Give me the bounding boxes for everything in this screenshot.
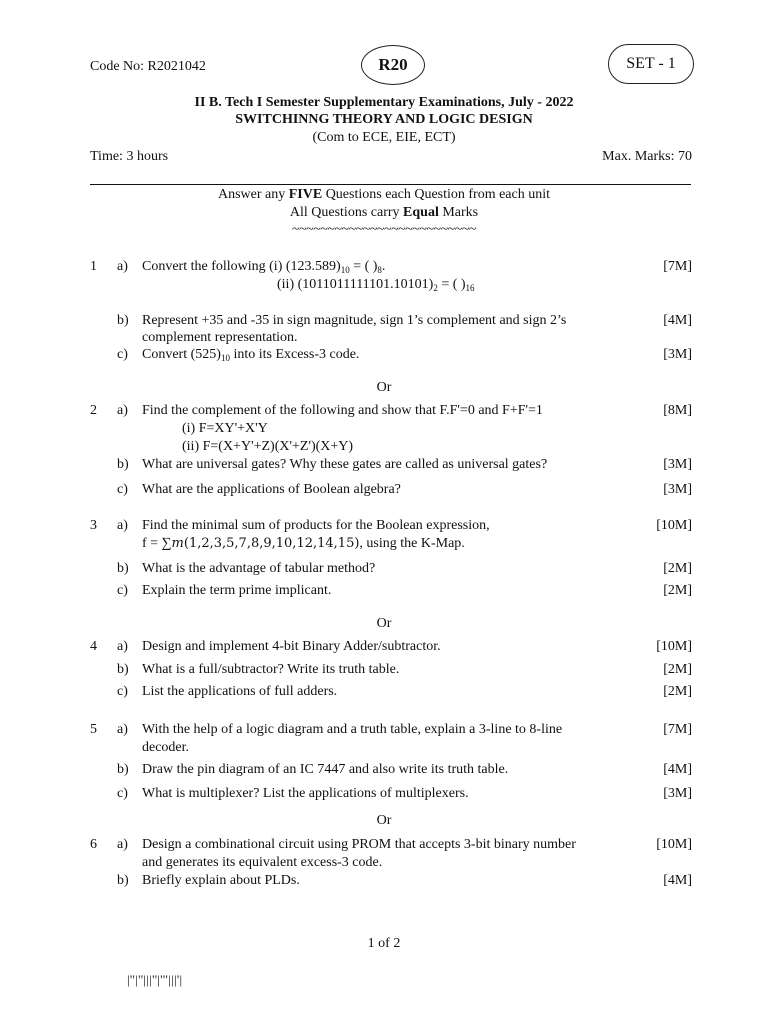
time-allowed: Time: 3 hours xyxy=(90,149,169,164)
marks: [3M] xyxy=(663,347,692,362)
or-separator: Or xyxy=(376,813,392,828)
subject-title: SWITCHINNG THEORY AND LOGIC DESIGN xyxy=(235,112,533,127)
question-text: What is the advantage of tabular method? xyxy=(142,561,376,576)
instruction-line-2: All Questions carry Equal Marks xyxy=(289,205,479,220)
subquestion-label: c) xyxy=(117,347,128,362)
subquestion-label: a) xyxy=(117,518,128,533)
marks: [7M] xyxy=(663,259,692,274)
subquestion-label: b) xyxy=(117,873,129,888)
marks: [7M] xyxy=(663,722,692,737)
question-text: List the applications of full adders. xyxy=(142,684,338,699)
marks: [3M] xyxy=(663,786,692,801)
subquestion-label: c) xyxy=(117,684,128,699)
marks: [2M] xyxy=(663,583,692,598)
marks: [8M] xyxy=(663,403,692,418)
question-text: Design a combinational circuit using PROM that accepts 3-bit binary number xyxy=(142,837,576,852)
question-text-line-2: (i) F=XY'+X'Y xyxy=(182,421,268,436)
subquestion-label: a) xyxy=(117,639,128,654)
marks: [3M] xyxy=(663,457,692,472)
question-text: Draw the pin diagram of an IC 7447 and also write its truth table. xyxy=(142,762,509,777)
marks: [10M] xyxy=(656,639,692,654)
marks: [4M] xyxy=(663,313,692,328)
marks: [3M] xyxy=(663,482,692,497)
marks: [4M] xyxy=(663,873,692,888)
set-badge xyxy=(608,44,694,84)
marks: [2M] xyxy=(663,662,692,677)
page-number: 1 of 2 xyxy=(367,936,401,951)
question-text: What are the applications of Boolean algebra? xyxy=(142,482,401,497)
marks: [2M] xyxy=(663,684,692,699)
question-text-line-2: complement representation. xyxy=(142,330,298,345)
question-number: 2 xyxy=(90,403,97,418)
question-number: 6 xyxy=(90,837,97,852)
instruction-line-1: Answer any FIVE Questions each Question from each unit xyxy=(217,187,551,202)
tilde-divider: ~~~~~~~~~~~~~~~~~~~~~~~~~~ xyxy=(292,222,476,237)
subquestion-label: b) xyxy=(117,662,129,677)
max-marks: Max. Marks: 70 xyxy=(602,149,692,164)
subquestion-label: b) xyxy=(117,762,129,777)
question-text: Briefly explain about PLDs. xyxy=(142,873,300,888)
subquestion-label: b) xyxy=(117,561,129,576)
question-text: What are universal gates? Why these gates are called as universal gates? xyxy=(142,457,548,472)
subquestion-label: a) xyxy=(117,403,128,418)
regulation-badge xyxy=(361,45,425,85)
question-number: 1 xyxy=(90,259,97,274)
marks: [4M] xyxy=(663,762,692,777)
barcode: |''|''|||''|'''|||'| xyxy=(127,972,183,987)
marks: [10M] xyxy=(656,518,692,533)
question-number: 3 xyxy=(90,518,97,533)
branches: (Com to ECE, EIE, ECT) xyxy=(312,130,456,145)
subquestion-label: a) xyxy=(117,837,128,852)
subquestion-label: b) xyxy=(117,457,129,472)
question-number: 5 xyxy=(90,722,97,737)
question-text-line-2: (ii) $(1011011111101.10101)_2$ = ( )$_{16}$ xyxy=(277,277,475,293)
subquestion-label: c) xyxy=(117,583,128,598)
regulation-label: R20 xyxy=(378,55,408,74)
set-label: SET - 1 xyxy=(626,55,676,72)
question-number: 4 xyxy=(90,639,97,654)
header-divider xyxy=(90,184,691,185)
question-text-line-2: f = ∑m(1,2,3,5,7,8,9,10,12,14,15), using the K-Map. xyxy=(142,536,465,551)
or-separator: Or xyxy=(376,616,392,631)
question-text-line-2: decoder. xyxy=(142,740,190,755)
or-separator: Or xyxy=(376,380,392,395)
question-text: Find the complement of the following and show that F.F'=0 and F+F'=1 xyxy=(142,403,543,418)
subquestion-label: c) xyxy=(117,786,128,801)
question-text: With the help of a logic diagram and a truth table, explain a 3-line to 8-line xyxy=(142,722,563,737)
question-text: What is multiplexer? List the applications of multiplexers. xyxy=(142,786,469,801)
question-text: What is a full/subtractor? Write its truth table. xyxy=(142,662,400,677)
marks: [10M] xyxy=(656,837,692,852)
question-text: Design and implement 4-bit Binary Adder/subtractor. xyxy=(142,639,441,654)
question-text: Find the minimal sum of products for the Boolean expression, xyxy=(142,518,490,533)
question-text-line-2: and generates its equivalent excess-3 code. xyxy=(142,855,383,870)
subquestion-label: b) xyxy=(117,313,129,328)
subquestion-label: c) xyxy=(117,482,128,497)
question-text-line-3: (ii) F=(X+Y'+Z)(X'+Z')(X+Y) xyxy=(182,439,354,454)
marks: [2M] xyxy=(663,561,692,576)
question-text: Explain the term prime implicant. xyxy=(142,583,332,598)
question-text: Convert $(525)_{10}$ into its Excess-3 code. xyxy=(142,347,360,363)
question-text: Convert the following (i) $(123.589)_{10}$ = ( )$_8$. xyxy=(142,259,386,275)
subquestion-label: a) xyxy=(117,259,128,274)
exam-title: II B. Tech I Semester Supplementary Examinations, July - 2022 xyxy=(194,95,574,110)
code-number: Code No: R2021042 xyxy=(90,59,206,74)
subquestion-label: a) xyxy=(117,722,128,737)
question-text: Represent +35 and -35 in sign magnitude, sign 1’s complement and sign 2’s xyxy=(142,313,567,328)
